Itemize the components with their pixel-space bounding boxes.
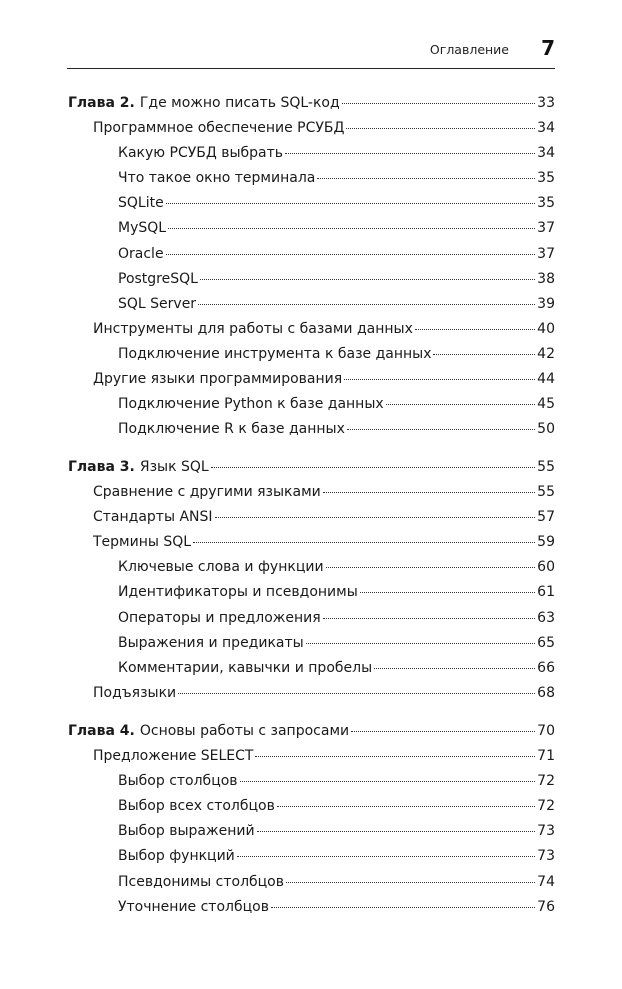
leader-dots [257, 831, 535, 832]
toc-entry[interactable] [68, 794, 555, 819]
toc-entry[interactable] [68, 505, 555, 530]
toc-entry[interactable] [68, 744, 555, 769]
leader-dots [178, 693, 535, 694]
toc-entry[interactable] [68, 216, 555, 241]
toc-entry-title: Инструменты для работы с базами данных [93, 320, 413, 337]
toc-entry-page: 39 [537, 295, 555, 312]
toc-entry-page: 61 [537, 584, 555, 601]
leader-dots [344, 379, 535, 380]
toc-entry[interactable] [68, 141, 555, 166]
toc-entry[interactable] [68, 480, 555, 505]
toc-entry-title: Язык SQL [139, 459, 209, 475]
toc-entry-page: 45 [537, 396, 555, 413]
leader-dots [346, 128, 535, 129]
toc-entry-title: Подъязыки [93, 684, 177, 701]
toc-entry-title: Уточнение столбцов [118, 898, 269, 915]
leader-dots [271, 907, 535, 908]
running-header-title: Оглавление [429, 42, 509, 57]
toc-entry-page: 66 [537, 659, 555, 676]
toc-entry-page: 65 [537, 634, 555, 651]
toc-entry-page: 57 [537, 509, 555, 526]
toc-entry-title: Ключевые слова и функции [118, 559, 324, 576]
toc-entry-title: Программное обеспечение РСУБД [93, 120, 345, 137]
toc-entry[interactable] [68, 242, 555, 267]
toc-entry-title: Выбор функций [118, 848, 235, 865]
chapter-label: Глава 3. [68, 459, 135, 475]
toc-entry-page: 55 [537, 459, 555, 475]
toc-entry-title: PostgreSQL [118, 270, 198, 287]
toc-entry[interactable] [68, 166, 555, 191]
leader-dots [306, 643, 535, 644]
leader-dots [168, 228, 535, 229]
toc-entry-page: 73 [537, 848, 555, 865]
toc-entry-page: 38 [537, 270, 555, 287]
page-number: 7 [541, 36, 555, 60]
leader-dots [360, 592, 535, 593]
toc-entry-page: 59 [537, 534, 555, 551]
toc-chapter-2 [68, 91, 555, 442]
leader-dots [200, 279, 535, 280]
toc-entry[interactable] [68, 267, 555, 292]
toc-entry[interactable] [68, 895, 555, 920]
running-header [67, 36, 555, 69]
toc-entry[interactable] [68, 656, 555, 681]
leader-dots [198, 304, 535, 305]
leader-dots [166, 203, 535, 204]
toc-chapter-heading[interactable] [68, 91, 555, 116]
toc-entry-page: 40 [537, 320, 555, 337]
toc-entry-page: 37 [537, 220, 555, 237]
toc-entry[interactable] [68, 819, 555, 844]
leader-dots [386, 404, 535, 405]
toc-entry-title: SQLite [118, 195, 164, 212]
toc-entry-title: Термины SQL [93, 534, 192, 551]
toc-entry-title: Предложение SELECT [93, 748, 254, 765]
toc-entry-title: Основы работы с запросами [139, 723, 350, 739]
toc-entry-title: Идентификаторы и псевдонимы [118, 584, 358, 601]
leader-dots [374, 668, 535, 669]
toc-entry[interactable] [68, 530, 555, 555]
leader-dots [433, 354, 535, 355]
leader-dots [342, 103, 535, 104]
toc-entry-title: Выбор столбцов [118, 773, 238, 790]
toc-entry[interactable] [68, 844, 555, 869]
toc-entry-page: 63 [537, 609, 555, 626]
toc-chapter-4 [68, 719, 555, 920]
toc-entry-title: Что такое окно терминала [118, 170, 316, 187]
toc-entry-page: 37 [537, 245, 555, 262]
leader-dots [351, 731, 535, 732]
leader-dots [277, 806, 535, 807]
toc-entry[interactable] [68, 870, 555, 895]
toc-entry-title: Псевдонимы столбцов [118, 873, 284, 890]
toc-entry[interactable] [68, 116, 555, 141]
toc-entry[interactable] [68, 769, 555, 794]
toc-entry-page: 34 [537, 120, 555, 137]
chapter-label: Глава 4. [68, 723, 135, 739]
toc-entry[interactable] [68, 606, 555, 631]
toc-chapter-heading[interactable] [68, 455, 555, 480]
toc-entry-page: 60 [537, 559, 555, 576]
toc-chapter-3 [68, 455, 555, 706]
leader-dots [237, 856, 535, 857]
toc-entry-title: Выбор выражений [118, 823, 255, 840]
leader-dots [166, 254, 535, 255]
toc-entry-title: Подключение инструмента к базе данных [118, 345, 432, 362]
toc-entry-title: Где можно писать SQL-код [139, 95, 340, 111]
toc-entry-page: 35 [537, 170, 555, 187]
leader-dots [415, 329, 535, 330]
leader-dots [286, 882, 535, 883]
toc-entry-title: Какую РСУБД выбрать [118, 145, 284, 162]
toc-entry[interactable] [68, 580, 555, 605]
toc-entry-page: 72 [537, 773, 555, 790]
toc-entry-title: Подключение Python к базе данных [118, 396, 384, 413]
toc-entry-page: 44 [537, 371, 555, 388]
toc-entry-title: Сравнение с другими языками [93, 484, 321, 501]
toc-entry-title: Операторы и предложения [118, 609, 321, 626]
toc-entry[interactable] [68, 555, 555, 580]
toc-entry-page: 35 [537, 195, 555, 212]
toc-entry-title: Oracle [118, 245, 164, 262]
toc-chapter-heading[interactable] [68, 719, 555, 744]
toc-entry-title: MySQL [118, 220, 167, 237]
toc-entry[interactable] [68, 317, 555, 342]
toc-entry-title: Комментарии, кавычки и пробелы [118, 659, 373, 676]
leader-dots [326, 567, 535, 568]
toc-entry-page: 70 [537, 723, 555, 739]
toc-entry-title: SQL Server [118, 295, 197, 312]
toc-entry[interactable] [68, 191, 555, 216]
toc-entry-page: 50 [537, 421, 555, 438]
leader-dots [285, 153, 535, 154]
leader-dots [323, 492, 535, 493]
toc-entry[interactable] [68, 681, 555, 706]
leader-dots [240, 781, 535, 782]
leader-dots [347, 429, 535, 430]
leader-dots [323, 618, 535, 619]
toc-entry-title: Подключение R к базе данных [118, 421, 345, 438]
chapter-label: Глава 2. [68, 95, 135, 111]
leader-dots [317, 178, 535, 179]
toc-entry-page: 73 [537, 823, 555, 840]
toc-entry-title: Стандарты ANSI [93, 509, 213, 526]
toc-entry-page: 34 [537, 145, 555, 162]
toc-entry-page: 74 [537, 873, 555, 890]
toc-entry-title: Другие языки программирования [93, 371, 343, 388]
toc-entry-title: Выбор всех столбцов [118, 798, 275, 815]
toc-entry[interactable] [68, 392, 555, 417]
leader-dots [193, 542, 535, 543]
leader-dots [255, 756, 535, 757]
toc-entry[interactable] [68, 342, 555, 367]
toc-entry-page: 55 [537, 484, 555, 501]
toc-entry-page: 68 [537, 684, 555, 701]
toc-entry-page: 76 [537, 898, 555, 915]
toc-entry[interactable] [68, 367, 555, 392]
toc-entry[interactable] [68, 292, 555, 317]
toc-entry-page: 42 [537, 345, 555, 362]
toc-entry-page: 71 [537, 748, 555, 765]
toc-entry[interactable] [68, 631, 555, 656]
toc-entry[interactable] [68, 417, 555, 442]
leader-dots [215, 517, 535, 518]
toc-entry-page: 72 [537, 798, 555, 815]
leader-dots [211, 467, 535, 468]
toc-entry-title: Выражения и предикаты [118, 634, 304, 651]
toc-entry-page: 33 [537, 95, 555, 111]
